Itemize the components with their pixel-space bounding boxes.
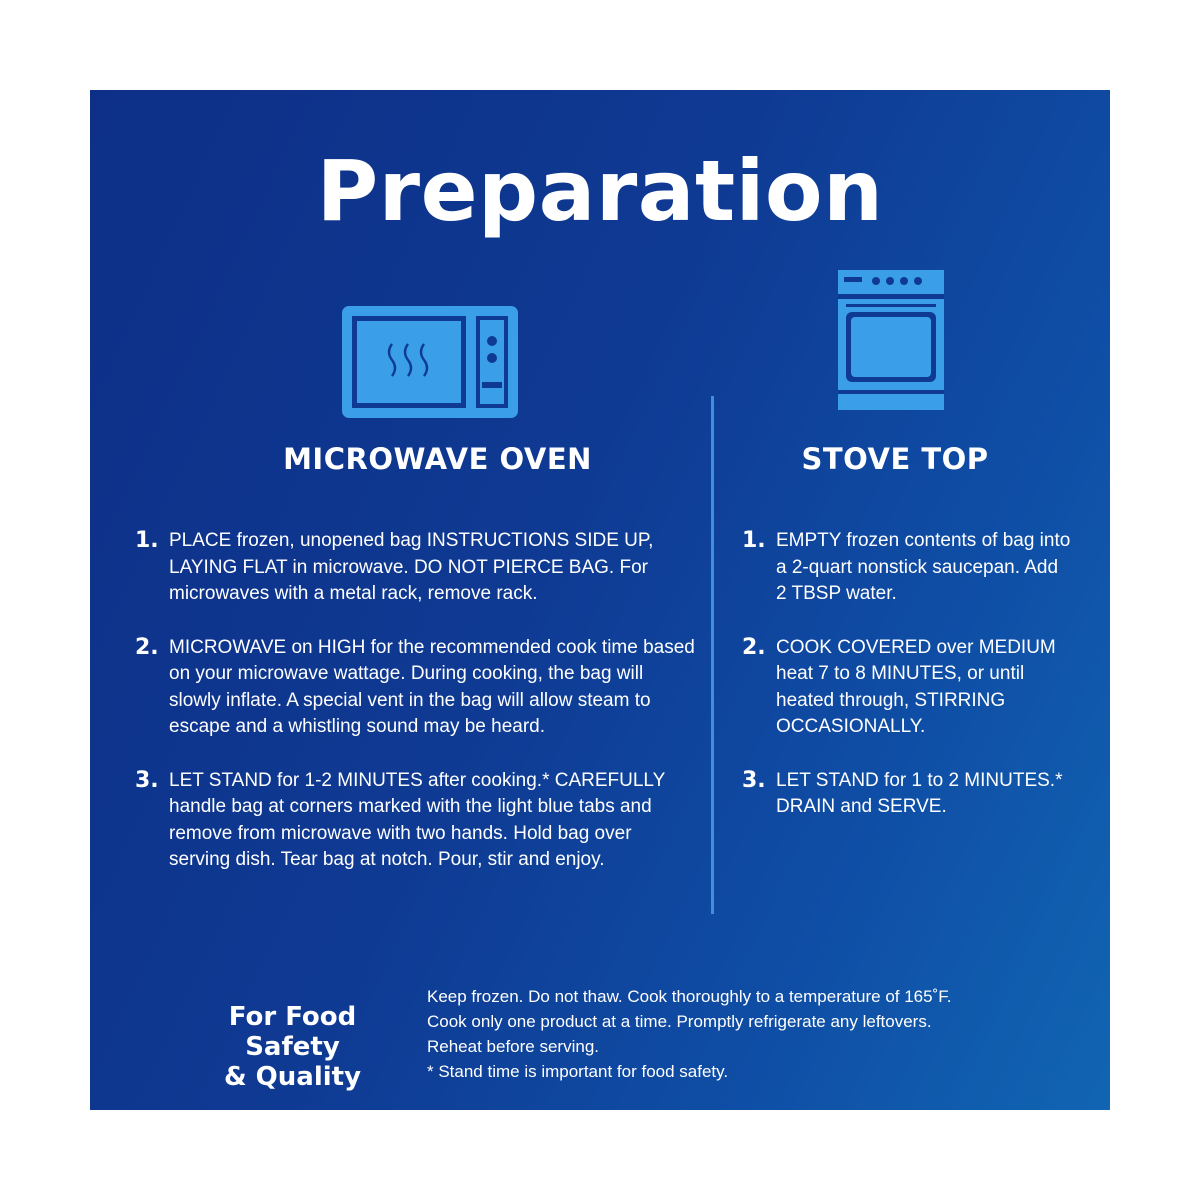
microwave-steps bbox=[135, 528, 695, 901]
stove-heading: STOVE TOP bbox=[801, 442, 989, 476]
stove-steps bbox=[742, 528, 1072, 848]
stove-step bbox=[742, 768, 1072, 821]
step-number: 1. bbox=[135, 528, 159, 553]
microwave-step bbox=[135, 635, 695, 741]
step-number: 3. bbox=[135, 767, 159, 793]
food-safety-note: Reheat before serving. bbox=[427, 1037, 599, 1056]
step-text: PLACE frozen, unopened bag INSTRUCTIONS SIDE UP, LAYING FLAT in microwave. DO NOT PIERCE BAG. For microwaves with a metal rack, remove rack. bbox=[169, 530, 654, 604]
stove-step bbox=[742, 528, 1072, 608]
microwave-heading: MICROWAVE OVEN bbox=[283, 442, 592, 476]
column-divider bbox=[711, 396, 714, 914]
page-title: Preparation bbox=[316, 142, 884, 240]
step-text: EMPTY frozen contents of bag into a 2-quart nonstick saucepan. Add 2 TBSP water. bbox=[776, 530, 1071, 604]
step-text: LET STAND for 1 to 2 MINUTES.* DRAIN and SERVE. bbox=[776, 769, 1063, 817]
step-text: COOK COVERED over MEDIUM heat 7 to 8 MINUTES, or until heated through, STIRRING OCCASIONALLY. bbox=[776, 636, 1056, 737]
food-safety-note: * Stand time is important for food safety. bbox=[427, 1062, 729, 1081]
stove-step bbox=[742, 635, 1072, 741]
step-number: 1. bbox=[742, 528, 766, 553]
food-safety-note: Cook only one product at a time. Promptly refrigerate any leftovers. bbox=[427, 1012, 932, 1031]
step-number: 2. bbox=[742, 634, 766, 660]
microwave-step bbox=[135, 528, 695, 608]
step-number: 2. bbox=[135, 634, 159, 660]
food-safety-heading-line: For Food Safety bbox=[228, 1002, 357, 1062]
step-number: 3. bbox=[742, 767, 766, 793]
food-safety-heading-line: & Quality bbox=[223, 1062, 362, 1092]
microwave-icon bbox=[340, 304, 520, 425]
food-safety-heading bbox=[180, 1002, 405, 1092]
food-safety-notes bbox=[427, 984, 1067, 1084]
stove-icon bbox=[836, 268, 946, 417]
microwave-step bbox=[135, 768, 695, 874]
step-text: LET STAND for 1-2 MINUTES after cooking.* CAREFULLY handle bag at corners marked with the light blue tabs and remove from microwave with two hands. Hold bag over serving dish. Tear bag at notch. Pour, stir and enjoy. bbox=[169, 769, 665, 870]
food-safety-note: Keep frozen. Do not thaw. Cook thoroughly to a temperature of 165˚F. bbox=[427, 987, 952, 1006]
preparation-panel bbox=[90, 90, 1110, 1110]
step-text: MICROWAVE on HIGH for the recommended cook time based on your microwave wattage. During cooking, the bag will slowly inflate. A special vent in the bag will allow steam to escape and a whistling sound may be heard. bbox=[169, 636, 695, 737]
